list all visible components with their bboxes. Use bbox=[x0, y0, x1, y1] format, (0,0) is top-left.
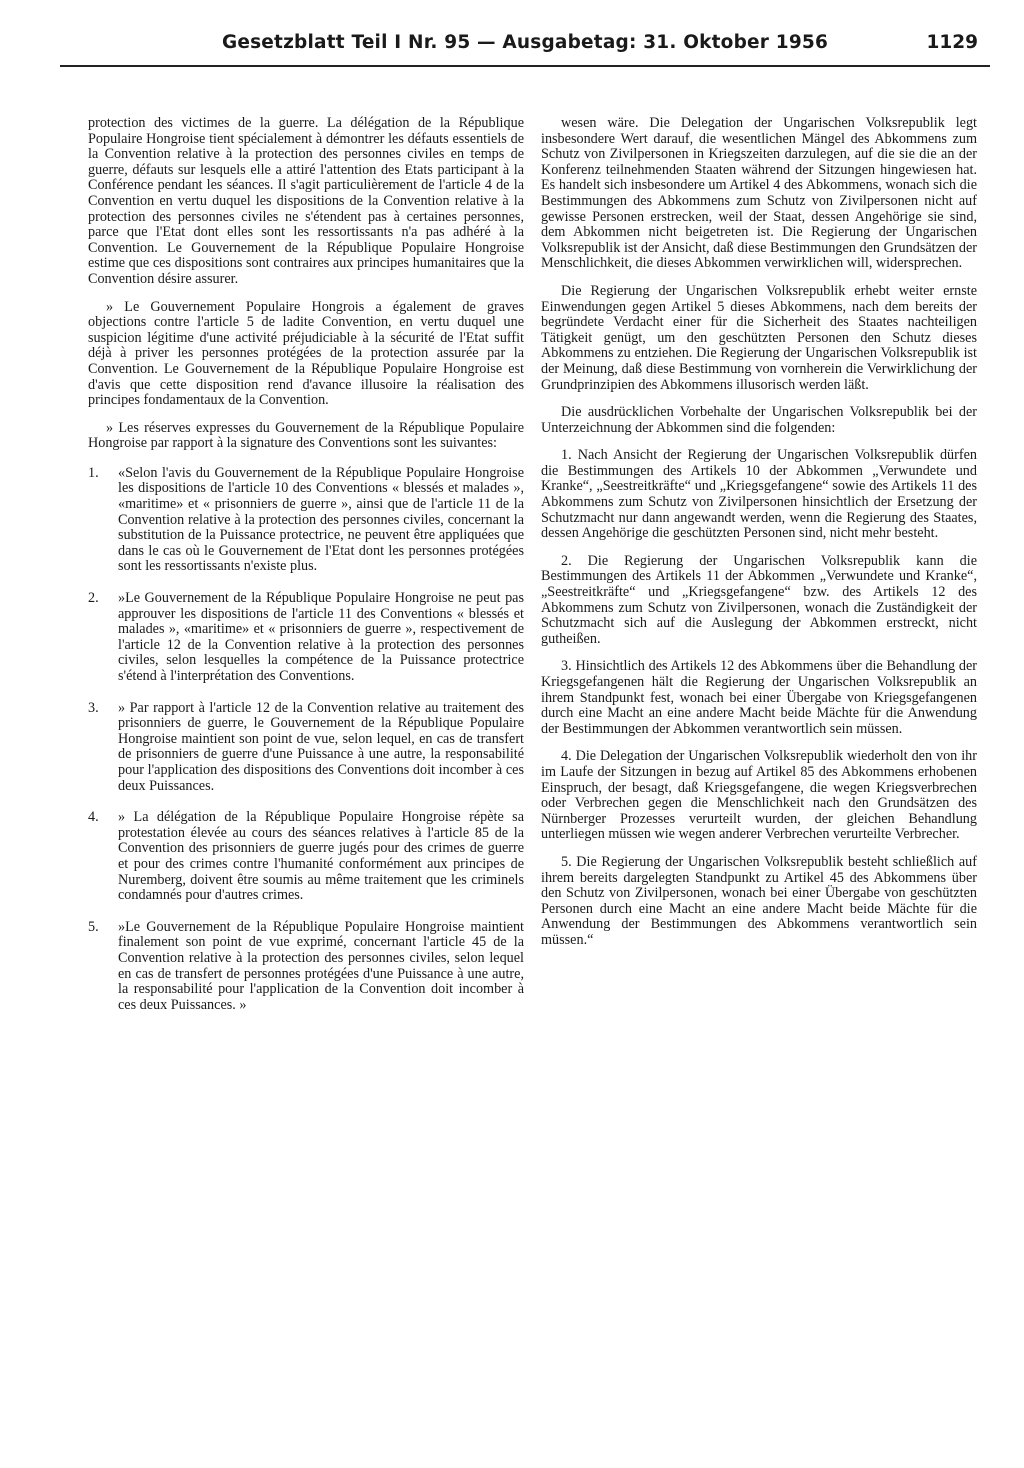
reservation-item bbox=[88, 810, 524, 904]
page-number: 1129 bbox=[926, 32, 978, 53]
item-text: »Le Gouvernement de la République Populaire Hongroise maintient finalement son point de vue exprimé, concernant l'article 45 de la Convention relative à la protection des personnes civiles, selon lequel en cas de transfert de personnes protégées d'une Puissance à une autre, la responsabilité pour l'application de la Convention doit incomber à ces deux Puissances. » bbox=[118, 918, 524, 1013]
item-text: » Par rapport à l'article 12 de la Convention relative au traitement des prisonniers de guerre, le Gouvernement de la République Populaire Hongroise maintient son point de vue, selon lequel, en cas de transfert de prisonniers de guerre d'une Puissance à une autre, la responsabilité pour l'application des dispositions des Conventions doit incomber à ces deux Puissances. bbox=[118, 699, 524, 794]
reservation-item bbox=[88, 591, 524, 685]
left-column-french bbox=[88, 116, 524, 1029]
paragraph: 4. Die Delegation der Ungarischen Volksrepublik wiederholt den von ihr im Laufe der Sitzungen in bezug auf Artikel 85 des Abkommens erhobenen Einspruch, der besagt, daß Kriegsgefangene, die wegen Kriegsverbrechen oder Verbrechen gegen die Menschlichkeit nach den Grundsätzen des Nürnberger Prozesses verurteilt wurden, der gleichen Behandlung unterliegen müssen wie wegen anderer Verbrechen verurteilte Verbrecher. bbox=[541, 748, 977, 843]
header-rule bbox=[60, 65, 990, 67]
paragraph: 1. Nach Ansicht der Regierung der Ungarischen Volksrepublik dürfen die Bestimmungen des Artikels 10 der Abkommen „Verwundete und Kranke“, „Seestreitkräfte“ und „Kriegsgefangene“ sowie des Artikels 11 des Abkommens zum Schutz von Zivilpersonen hinsichtlich der Ersetzung der Schutzmacht nur dann angewandt werden, wenn die Regierung des Staates, dessen Angehörige die geschützten Personen sind, nicht mehr besteht. bbox=[541, 447, 977, 542]
item-text: »Le Gouvernement de la République Populaire Hongroise ne peut pas approuver les dispositions de l'article 11 des Conventions « blessés et malades », «maritime» et « prisonniers de guerre », respectivement de l'article 12 de la Convention relative à la protection des personnes civiles, selon lesquelles la compétence de la Puissance protectrice s'étend à l'interprétation des Conventions. bbox=[118, 590, 524, 684]
paragraph: protection des victimes de la guerre. La délégation de la République Populaire Hongroise tient spécialement à démontrer les défauts essentiels de la Convention relative à la protection des personnes civiles en temps de guerre, défauts sur lesquels elle a attiré l'attention des Etats participant à la Conférence pendant les séances. Il s'agit particulièrement de l'article 4 de la Convention en vertu duquel les dispositions de la Convention relative à la protection des personnes civiles ne s'étendent pas à certaines personnes, parce que l'Etat dont elles sont les ressortissants n'a pas adhéré à la Convention. Le Gouvernement de la République Populaire Hongroise estime que ces dispositions sont contraires aux principes humanitaires que la Convention désire assurer. bbox=[88, 115, 524, 287]
paragraph: » Les réserves expresses du Gouvernement de la République Populaire Hongroise par rapport à la signature des Conventions sont les suivantes: bbox=[88, 419, 524, 452]
item-number: 4. bbox=[88, 809, 99, 826]
item-number: 1. bbox=[88, 464, 99, 481]
reservation-item bbox=[88, 701, 524, 795]
reservation-item bbox=[88, 920, 524, 1014]
page-header bbox=[60, 30, 990, 60]
paragraph: wesen wäre. Die Delegation der Ungarischen Volksrepublik legt insbesondere Wert darauf, die wesentlichen Mängel des Abkommens zum Schutz von Zivilpersonen in Kriegszeiten darzulegen, auf die sie die an der Konferenz teilnehmenden Staaten während der Sitzungen hingewiesen hat. Es handelt sich insbesondere um Artikel 4 des Abkommens, wonach sich die Bestimmungen des Abkommens zum Schutz von Zivilpersonen nicht auf gewisse Personen erstrecken, weil der Staat, dessen Angehörige sie sind, dem Abkommen nicht beigetreten ist. Die Regierung der Ungarischen Volksrepublik ist der Ansicht, daß diese Bestimmungen den Grundsätzen der Menschlichkeit, die dieses Abkommen verwirklichen will, widersprechen. bbox=[541, 115, 977, 272]
paragraph: Die Regierung der Ungarischen Volksrepublik erhebt weiter ernste Einwendungen gegen Artikel 5 dieses Abkommens, nach dem bereits der begründete Verdacht einer für die Sicherheit des Staates nachteiligen Tätigkeit genügt, um den geschützten Personen den Schutz dieses Abkommens zu entziehen. Die Regierung der Ungarischen Volksrepublik ist der Meinung, daß diese Bestimmung von vornherein die Verwirklichung der Grundprinzipien des Abkommens illusorisch werden läßt. bbox=[541, 282, 977, 393]
paragraph: Die ausdrücklichen Vorbehalte der Ungarischen Volksrepublik bei der Unterzeichnung der Abkommen sind die folgenden: bbox=[541, 404, 977, 436]
item-number: 3. bbox=[88, 699, 99, 716]
item-number: 2. bbox=[88, 590, 99, 607]
paragraph: 3. Hinsichtlich des Artikels 12 des Abkommens über die Behandlung der Kriegsgefangenen hält die Regierung der Ungarischen Volksrepublik an ihrem Standpunkt fest, wonach bei einer Übergabe von Kriegsgefangenen durch eine Macht an eine andere Macht beide Mächte für die Anwendung der Bestimmungen der Abkommen verantwortlich sein müssen. bbox=[541, 658, 977, 737]
paragraph: 2. Die Regierung der Ungarischen Volksrepublik kann die Bestimmungen des Artikels 11 der Abkommen „Verwundete und Kranke“, „Seestreitkräfte“ und „Kriegsgefangene“ bzw. des Artikels 12 des Abkommens zum Schutz von Zivilpersonen, wonach die Zuständigkeit der Schutzmacht sich auf die Auslegung der Abkommen erstreckt, nicht gutheißen. bbox=[541, 552, 977, 647]
header-title: Gesetzblatt Teil I Nr. 95 — Ausgabetag: 31. Oktober 1956 bbox=[221, 32, 829, 53]
reservation-item bbox=[88, 466, 524, 575]
paragraph: 5. Die Regierung der Ungarischen Volksrepublik besteht schließlich auf ihrem bereits dargelegten Standpunkt zu Artikel 45 des Abkommens über den Schutz von Zivilpersonen, wonach bei einer Übergabe von geschützten Personen durch eine Macht an eine andere Macht beide Mächte für die Anwendung der Bestimmungen des Abkommens verantwortlich sein müssen.“ bbox=[541, 853, 977, 948]
right-column-german bbox=[541, 116, 977, 961]
item-text: «Selon l'avis du Gouvernement de la République Populaire Hongroise les dispositions de l'article 10 des Conventions « blessés et malades », «maritime» et « prisonniers de guerre », ainsi que de l'article 11 de la Convention relative à la protection des personnes civiles, concernant la substitution de la Puissance protectrice, ne peuvent être appliquées que dans le cas où le Gouvernement de l'Etat dont les personnes protégées sont les ressortissants n'existe plus. bbox=[118, 464, 524, 575]
item-text: » La délégation de la République Populaire Hongroise répète sa protestation élevée au cours des séances relatives à l'article 85 de la Convention des prisonniers de guerre jugés pour des crimes de guerre et pour des crimes contre l'humanité conformément aux principes de Nuremberg, doivent être soumis au même traitement que les criminels condamnés pour d'autres crimes. bbox=[118, 809, 524, 904]
item-number: 5. bbox=[88, 918, 99, 935]
paragraph: » Le Gouvernement Populaire Hongrois a également de graves objections contre l'article 5 de ladite Convention, en vertu duquel une suspicion légitime d'une activité préjudiciable à la sécurité de l'Etat suffit déjà à priver les personnes protégées de la protection assurée par la Convention. Le Gouvernement de la République Populaire Hongroise est d'avis que cette disposition rend d'avance illusoire la réalisation des principes fondamentaux de la Convention. bbox=[88, 298, 524, 409]
